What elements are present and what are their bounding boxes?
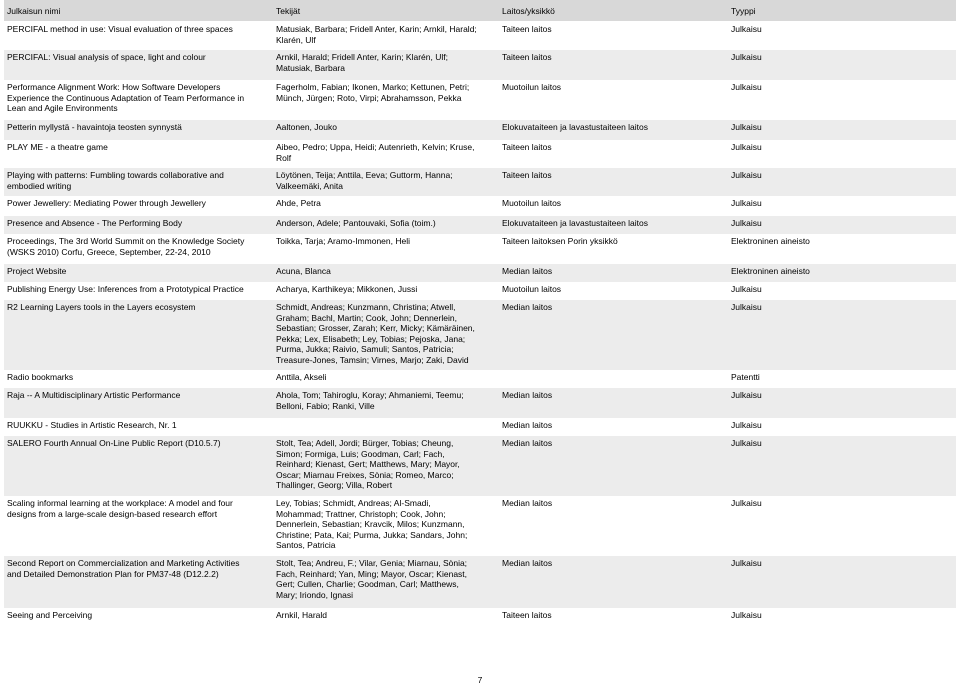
- cell-authors: [276, 284, 417, 295]
- cell-title: [7, 236, 244, 257]
- cell-authors: [276, 236, 410, 247]
- cell-authors: [276, 198, 321, 209]
- cell-unit: Taiteen laitos: [502, 142, 552, 152]
- cell-authors: [276, 82, 469, 103]
- cell-type: Julkaisu: [731, 142, 762, 152]
- table-row: [4, 282, 956, 300]
- cell-authors-line: Simon; Formiga, Luis; Goodman, Carl; Fach,: [276, 448, 445, 459]
- cell-authors-line: Löytönen, Teija; Anttila, Eeva; Guttorm, Hanna;: [276, 170, 453, 180]
- cell-type: Julkaisu: [731, 170, 762, 180]
- cell-authors-line: Aaltonen, Jouko: [276, 122, 337, 132]
- column-header-name: Julkaisun nimi: [7, 6, 61, 16]
- cell-authors-line: Toikka, Tarja; Aramo-Immonen, Heli: [276, 236, 411, 246]
- cell-authors: [276, 170, 453, 191]
- cell-authors-line: Christine; Pata, Kai; Purma, Jukka; Sandars, John;: [276, 529, 468, 540]
- cell-authors-line: Arnkil, Harald: [276, 610, 328, 620]
- cell-title-line: SALERO Fourth Annual On-Line Public Report (D10.5.7): [7, 438, 221, 448]
- cell-title-line: Petterin myllystä - havaintoja teosten synnystä: [7, 122, 182, 132]
- cell-authors: [276, 52, 448, 73]
- cell-unit: Median laitos: [502, 390, 553, 400]
- cell-authors-line: Stolt, Tea; Adell, Jordi; Bürger, Tobias; Cheung,: [276, 438, 454, 448]
- cell-authors: [276, 372, 327, 383]
- cell-type: Julkaisu: [731, 498, 762, 508]
- cell-authors-line: Ahola, Tom; Tahiroglu, Koray; Ahmaniemi, Teemu;: [276, 390, 464, 400]
- cell-type: Elektroninen aineisto: [731, 236, 810, 246]
- cell-title-line: Performance Alignment Work: How Software Developers: [7, 82, 221, 92]
- cell-title-line: PERCIFAL method in use: Visual evaluation of three spaces: [7, 24, 233, 34]
- cell-authors: [276, 24, 477, 45]
- cell-authors-line: Acuna, Blanca: [276, 266, 331, 276]
- cell-authors-line: Rolf: [276, 152, 292, 163]
- cell-authors-line: Matusiak, Barbara; Fridell Anter, Karin; Arnkil, Harald;: [276, 24, 477, 34]
- cell-unit: Median laitos: [502, 498, 553, 508]
- table-row: [4, 556, 956, 608]
- cell-type: Julkaisu: [731, 52, 762, 62]
- table-row: [4, 22, 956, 50]
- table-row: [4, 140, 956, 168]
- table-row: [4, 436, 956, 496]
- cell-type: Julkaisu: [731, 82, 762, 92]
- cell-type: Julkaisu: [731, 24, 762, 34]
- cell-authors-line: Treasure-Jones, Tamsin; Virnes, Marjo; Zaki, David: [276, 354, 469, 365]
- cell-title: [7, 498, 233, 519]
- column-header-authors: Tekijät: [276, 6, 301, 16]
- cell-unit: Muotoilun laitos: [502, 82, 562, 92]
- column-header-type: Tyyppi: [731, 6, 756, 16]
- table-row: [4, 370, 956, 388]
- cell-authors: [276, 302, 475, 365]
- cell-unit: Taiteen laitoksen Porin yksikkö: [502, 236, 618, 246]
- cell-authors-line: Klarén, Ulf: [276, 34, 316, 45]
- page-number: 7: [477, 675, 483, 685]
- table-row: [4, 50, 956, 80]
- cell-authors-line: Acharya, Karthikeya; Mikkonen, Jussi: [276, 284, 418, 294]
- cell-unit: Taiteen laitos: [502, 52, 552, 62]
- cell-title-line: Radio bookmarks: [7, 372, 74, 382]
- cell-authors-line: Fach, Reinhard; Yan, Ming; Mayor, Oscar; Kienast,: [276, 568, 468, 579]
- cell-authors: [276, 122, 337, 133]
- cell-authors-line: Mary; Iriondo, Ignasi: [276, 589, 354, 600]
- table-header: [4, 0, 956, 21]
- cell-type: Julkaisu: [731, 302, 762, 312]
- table-row: [4, 388, 956, 418]
- cell-authors-line: Valkeemäki, Anita: [276, 180, 343, 191]
- cell-type: Elektroninen aineisto: [731, 266, 810, 276]
- cell-authors-line: Sebastian; Grosser, Zarah; Kerr, Micky; Kämäräinen,: [276, 323, 475, 333]
- table-row: [4, 608, 956, 628]
- cell-unit: Taiteen laitos: [502, 170, 552, 180]
- cell-title: [7, 266, 66, 277]
- cell-authors-line: Gert; Cullen, Charlie; Goodman, Carl; Matthews,: [276, 579, 459, 589]
- cell-authors-line: Thallinger, Georg; Villa, Robert: [276, 480, 393, 490]
- cell-title: [7, 170, 224, 191]
- cell-title-line: Proceedings, The 3rd World Summit on the Knowledge Society: [7, 236, 245, 246]
- cell-type: Julkaisu: [731, 122, 762, 132]
- cell-unit: Median laitos: [502, 438, 553, 448]
- table-row: [4, 196, 956, 216]
- cell-title: [7, 558, 239, 579]
- cell-title-line: R2 Learning Layers tools in the Layers ecosystem: [7, 302, 196, 312]
- cell-unit: Muotoilun laitos: [502, 198, 562, 208]
- cell-title-line: Seeing and Perceiving: [7, 610, 93, 620]
- cell-authors-line: Dennerlein, Sebastian; Kravcik, Milos; Kunzmann,: [276, 519, 465, 529]
- cell-title-line: designs from a large-scale design-based research effort: [7, 508, 218, 519]
- cell-unit: Median laitos: [502, 420, 553, 430]
- cell-title: [7, 218, 182, 229]
- cell-title: [7, 610, 92, 621]
- cell-title-line: RUUKKU - Studies in Artistic Research, Nr. 1: [7, 420, 177, 430]
- cell-type: Julkaisu: [731, 390, 762, 400]
- cell-authors-line: Oscar; Miarnau Freixes, Sònia; Romeo, Marco;: [276, 469, 454, 480]
- cell-title-line: PLAY ME - a theatre game: [7, 142, 108, 152]
- cell-authors-line: Reinhard; Kienast, Gert; Matthews, Mary; Mayor,: [276, 459, 460, 469]
- cell-unit: Median laitos: [502, 302, 553, 312]
- cell-type: Julkaisu: [731, 610, 762, 620]
- table-row: [4, 234, 956, 264]
- cell-title-line: Power Jewellery: Mediating Power through Jewellery: [7, 198, 206, 208]
- cell-unit: Elokuvataiteen ja lavastustaiteen laitos: [502, 122, 649, 132]
- cell-title-line: Playing with patterns: Fumbling towards collaborative and: [7, 170, 224, 180]
- cell-unit: Taiteen laitos: [502, 610, 552, 620]
- cell-authors: [276, 218, 436, 229]
- cell-unit: Taiteen laitos: [502, 24, 552, 34]
- cell-authors-line: Purma, Jukka; Raivio, Samuli; Santos, Patricia;: [276, 344, 454, 354]
- cell-authors-line: Ley, Tobias; Schmidt, Andreas; Al-Smadi,: [276, 498, 431, 508]
- cell-authors-line: Aibeo, Pedro; Uppa, Heidi; Autenrieth, Kelvin; Kruse,: [276, 142, 475, 152]
- cell-title: [7, 142, 108, 153]
- cell-title-line: Presence and Absence - The Performing Body: [7, 218, 183, 228]
- cell-title-line: Experience the Continuous Adaptation of Team Performance in: [7, 92, 245, 103]
- cell-title-line: Scaling informal learning at the workplace: A model and four: [7, 498, 233, 508]
- cell-unit: Elokuvataiteen ja lavastustaiteen laitos: [502, 218, 649, 228]
- cell-authors: [276, 498, 467, 551]
- cell-authors-line: Graham; Bachl, Martin; Cook, John; Dennerlein,: [276, 312, 457, 323]
- table-row: [4, 216, 956, 234]
- cell-title-line: Lean and Agile Environments: [7, 103, 118, 113]
- cell-title: [7, 82, 244, 114]
- cell-title: [7, 420, 177, 431]
- cell-title: [7, 390, 180, 401]
- cell-title: [7, 284, 244, 295]
- cell-authors-line: Schmidt, Andreas; Kunzmann, Christina; Atwell,: [276, 302, 456, 312]
- cell-authors-line: Belloni, Fabio; Ranki, Ville: [276, 400, 375, 411]
- column-header-unit: Laitos/yksikkö: [502, 6, 555, 16]
- cell-title-line: and Detailed Demonstration Plan for PM37-48 (D12.2.2): [7, 568, 219, 579]
- cell-authors-line: Mohammad; Trattner, Christoph; Cook, John;: [276, 508, 446, 519]
- cell-title-line: Project Website: [7, 266, 67, 276]
- cell-authors-line: Matusiak, Barbara: [276, 62, 345, 73]
- cell-title-line: Second Report on Commercialization and Marketing Activities: [7, 558, 240, 568]
- cell-authors-line: Pekka; Lex, Elisabeth; Ley, Tobias; Pejoska, Jana;: [276, 333, 466, 344]
- cell-authors: [276, 390, 464, 411]
- cell-type: Julkaisu: [731, 438, 762, 448]
- cell-title-line: Raja -- A Multidisciplinary Artistic Performance: [7, 390, 181, 400]
- table-row: [4, 496, 956, 556]
- table-row: [4, 80, 956, 120]
- cell-title: [7, 52, 206, 63]
- cell-type: Patentti: [731, 372, 760, 382]
- cell-title: [7, 198, 206, 209]
- table-row: [4, 120, 956, 140]
- cell-unit: Median laitos: [502, 558, 553, 568]
- cell-authors-line: Fagerholm, Fabian; Ikonen, Marko; Kettunen, Petri;: [276, 82, 470, 92]
- cell-authors-line: Anttila, Akseli: [276, 372, 327, 382]
- cell-title: [7, 438, 221, 449]
- cell-authors-line: Stolt, Tea; Andreu, F.; Vilar, Genia; Miarnau, Sònia;: [276, 558, 468, 568]
- table-row: [4, 418, 956, 436]
- cell-authors-line: Santos, Patricia: [276, 540, 336, 550]
- cell-title: [7, 372, 73, 383]
- cell-title: [7, 24, 233, 35]
- table-row: [4, 300, 956, 370]
- cell-authors-line: Münch, Jürgen; Roto, Virpi; Abrahamsson, Pekka: [276, 92, 462, 103]
- cell-unit: Muotoilun laitos: [502, 284, 562, 294]
- cell-title: [7, 302, 196, 313]
- cell-type: Julkaisu: [731, 198, 762, 208]
- cell-authors-line: Arnkil, Harald; Fridell Anter, Karin; Klarén, Ulf;: [276, 52, 448, 62]
- table-row: [4, 264, 956, 282]
- cell-unit: Median laitos: [502, 266, 553, 276]
- cell-authors-line: Anderson, Adele; Pantouvaki, Sofia (toim.): [276, 218, 436, 228]
- cell-authors: [276, 266, 331, 277]
- cell-authors: [276, 438, 460, 491]
- cell-title-line: embodied writing: [7, 180, 72, 191]
- cell-type: Julkaisu: [731, 284, 762, 294]
- cell-type: Julkaisu: [731, 218, 762, 228]
- cell-title: [7, 122, 182, 133]
- cell-authors: [276, 142, 474, 163]
- cell-authors-line: Ahde, Petra: [276, 198, 321, 208]
- cell-title-line: PERCIFAL: Visual analysis of space, light and colour: [7, 52, 206, 62]
- cell-authors: [276, 610, 327, 621]
- table-row: [4, 168, 956, 196]
- cell-title-line: (WSKS 2010) Corfu, Greece, September, 22-24, 2010: [7, 246, 211, 257]
- cell-type: Julkaisu: [731, 420, 762, 430]
- cell-type: Julkaisu: [731, 558, 762, 568]
- cell-authors: [276, 558, 467, 600]
- cell-title-line: Publishing Energy Use: Inferences from a Prototypical Practice: [7, 284, 244, 294]
